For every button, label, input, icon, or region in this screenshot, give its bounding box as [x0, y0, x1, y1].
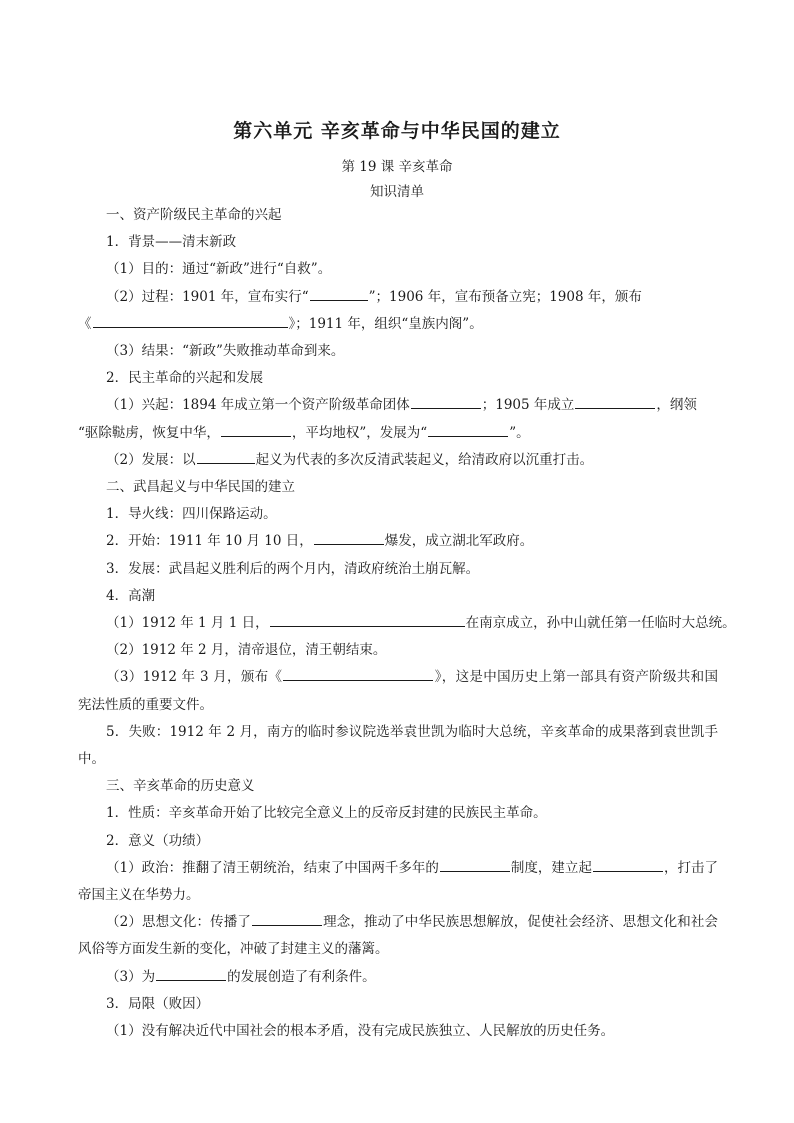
section-heading-3: 三、辛亥革命的历史意义 [106, 778, 255, 795]
item-rise-line2: “驱除鞑虏，恢复中华， ，平均地权”，发展为“ ”。 [78, 420, 718, 447]
fill-blank [593, 857, 663, 872]
item-rise: 2．民主革命的兴起和发展 [106, 370, 264, 387]
item-climax: 4．高潮 [106, 587, 156, 604]
item-rise-line1: （1）兴起：1894 年成立第一个资产阶级革命团体 ；1905 年成立 ，纲领 [78, 392, 718, 419]
item-process-line2: 《 》；1911 年，组织“皇族内阁”。 [78, 311, 718, 338]
fill-blank [428, 422, 508, 437]
fill-blank [310, 286, 368, 301]
fill-blank [270, 612, 465, 627]
item-climax-2: （2）1912 年 2 月，清帝退位，清王朝结束。 [106, 642, 387, 659]
item-climax-3: （3）1912 年 3 月，颁布《 》，这是中国历史上第一部具有资产阶级共和国宪法性质的重要文件。 [78, 664, 718, 718]
section-heading-2: 二、武昌起义与中华民国的建立 [106, 479, 295, 496]
lesson-title: 第 19 课 辛亥革命 [341, 159, 453, 175]
fill-blank [197, 449, 255, 464]
fill-blank [252, 911, 322, 926]
item-progress: 3．发展：武昌起义胜利后的两个月内，清政府统治土崩瓦解。 [106, 560, 480, 577]
fill-blank [411, 394, 481, 409]
item-political: （1）政治：推翻了清王朝统治，结束了中国两千多年的 制度，建立起 ，打击了帝国主义在华势力。 [78, 855, 718, 909]
fill-blank [283, 666, 433, 681]
item-purpose: （1）目的：通过“新政”进行“自救”。 [106, 261, 332, 278]
item-trigger: 1．导火线：四川保路运动。 [106, 506, 277, 523]
fill-blank [440, 857, 510, 872]
fill-blank [314, 530, 384, 545]
item-nature: 1．性质：辛亥革命开始了比较完全意义上的反帝反封建的民族民主革命。 [106, 805, 547, 822]
item-development: （2）发展：以 起义为代表的多次反清武装起义，给清政府以沉重打击。 [78, 447, 718, 474]
content-body [78, 202, 736, 1045]
fill-blank [93, 313, 288, 328]
knowledge-list-heading: 知识清单 [370, 184, 424, 200]
unit-title: 第六单元 辛亥革命与中华民国的建立 [233, 120, 561, 142]
fill-blank [575, 394, 655, 409]
item-culture: （2）思想文化：传播了 理念，推动了中华民族思想解放，促使社会经济、思想文化和社会风俗等方面发生新的变化，冲破了封建主义的藩篱。 [78, 909, 718, 963]
item-start: 2．开始：1911 年 10 月 10 日， 爆发，成立湖北军政府。 [78, 528, 718, 555]
fill-blank [156, 966, 226, 981]
item-failure: 5．失败：1912 年 2 月，南方的临时参议院选举袁世凯为临时大总统，辛亥革命的成果落到袁世凯手中。 [78, 723, 718, 768]
item-result: （3）结果：“新政”失败推动革命到来。 [106, 343, 345, 360]
item-process-line1: （2）过程：1901 年，宣布实行“ ”；1906 年，宣布预备立宪；1908 年，颁布 [78, 284, 718, 311]
section-heading-1: 一、资产阶级民主革命的兴起 [106, 207, 282, 223]
item-climax-1: （1）1912 年 1 月 1 日， 在南京成立，孙中山就任第一任临时大总统。 [78, 610, 718, 637]
fill-blank [221, 422, 291, 437]
item-limitations: 3．局限（败因） [106, 995, 210, 1012]
item-conditions: （3）为 的发展创造了有利条件。 [78, 964, 718, 991]
item-background: 1．背景——清末新政 [106, 234, 237, 251]
item-limitations-1: （1）没有解决近代中国社会的根本矛盾，没有完成民族独立、人民解放的历史任务。 [106, 1023, 615, 1040]
item-significance: 2．意义（功绩） [106, 832, 210, 849]
